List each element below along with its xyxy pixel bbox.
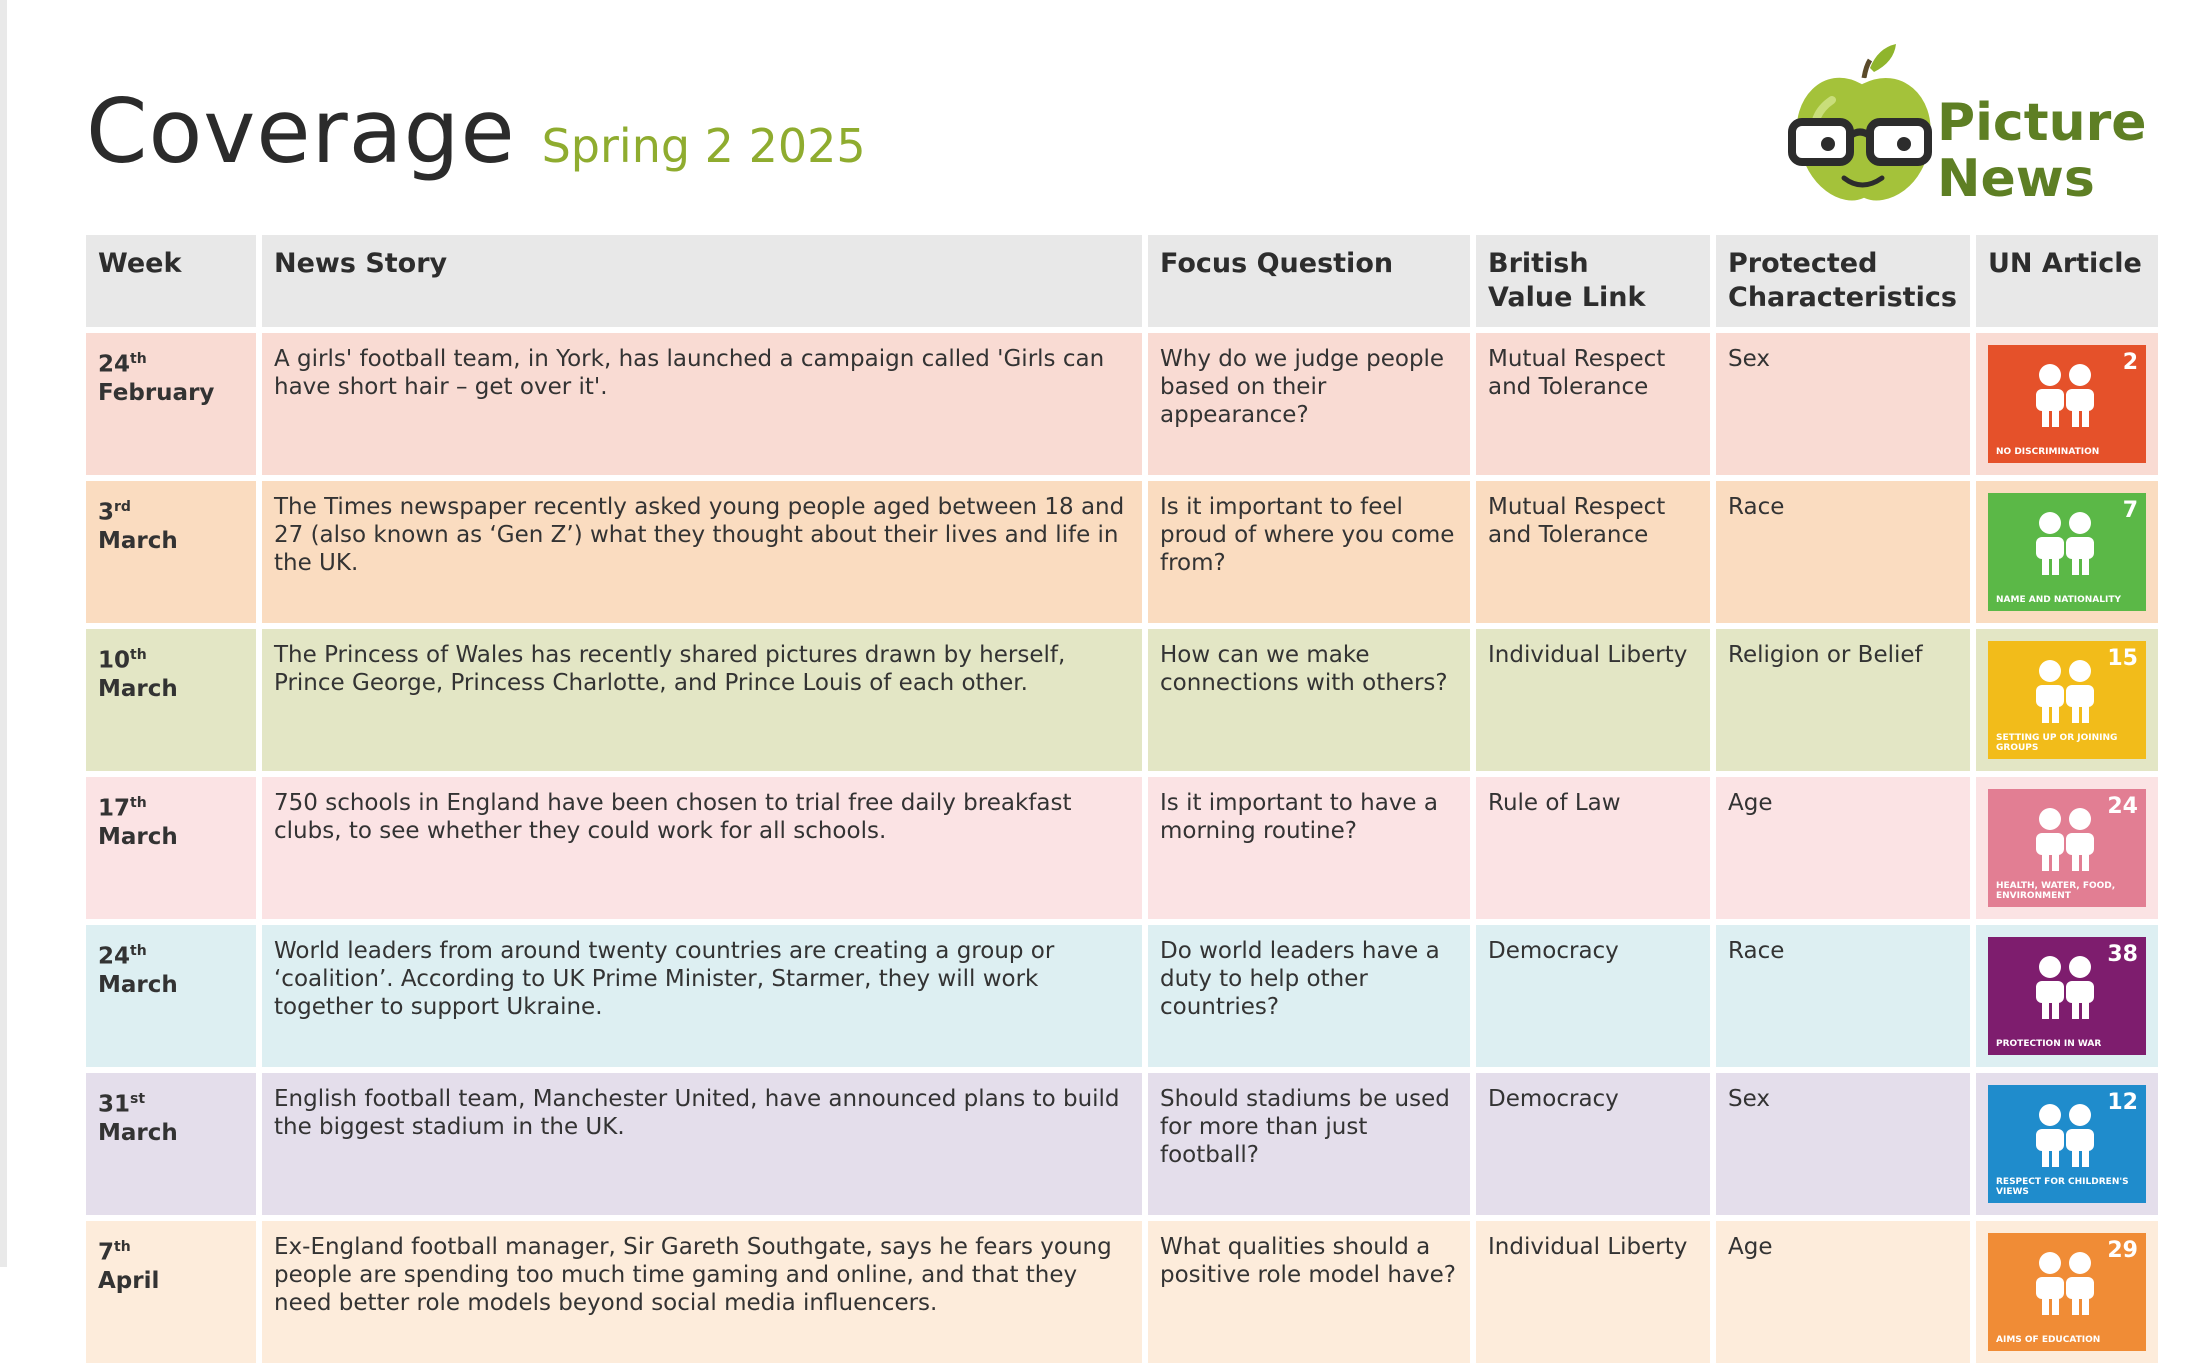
week-day: 31: [98, 1091, 131, 1118]
week-cell: [86, 1073, 256, 1215]
focus-question-text: What qualities should a positive role model have?: [1160, 1234, 1456, 1288]
un-article-label: AIMS OF EDUCATION: [1996, 1335, 2101, 1345]
news-story-cell: [262, 481, 1142, 623]
page-header: [86, 80, 866, 183]
un-article-icon: [1988, 1233, 2146, 1351]
focus-question-cell: [1148, 777, 1470, 919]
header-british-value-line2: Value Link: [1488, 282, 1646, 313]
table-row: [86, 629, 2158, 771]
protected-characteristic-cell: [1716, 1073, 1970, 1215]
focus-question-text: Should stadiums be used for more than just football?: [1160, 1086, 1450, 1168]
news-story-cell: [262, 629, 1142, 771]
un-article-cell: [1976, 1073, 2158, 1215]
un-article-label: SETTING UP OR JOINING GROUPS: [1996, 733, 2118, 753]
week-month: March: [98, 823, 178, 850]
british-value-text: Rule of Law: [1488, 790, 1621, 816]
un-article-cell: [1976, 481, 2158, 623]
week-day: 24: [98, 351, 131, 378]
week-day-suffix: th: [130, 647, 147, 663]
un-article-number: 15: [2107, 646, 2138, 671]
week-cell: [86, 481, 256, 623]
focus-question-text: Why do we judge people based on their appearance?: [1160, 346, 1445, 428]
week-day-suffix: th: [130, 943, 147, 959]
week-cell: [86, 777, 256, 919]
focus-question-text: Is it important to feel proud of where you come from?: [1160, 494, 1455, 576]
week-month: March: [98, 527, 178, 554]
week-day: 10: [98, 647, 131, 674]
focus-question-text: How can we make connections with others?: [1160, 642, 1448, 696]
header-un-article: UN Article: [1976, 235, 2158, 327]
protected-characteristic-text: Race: [1728, 494, 1785, 520]
header-british-value-line1: British: [1488, 248, 1589, 279]
week-day-suffix: th: [114, 1239, 131, 1255]
un-article-icon: [1988, 493, 2146, 611]
week-day: 7: [98, 1239, 115, 1266]
un-article-number: 12: [2107, 1090, 2138, 1115]
news-story-cell: [262, 1073, 1142, 1215]
un-article-label: NAME AND NATIONALITY: [1996, 595, 2122, 605]
week-month: February: [98, 379, 215, 406]
british-value-cell: [1476, 333, 1710, 475]
un-article-label: NO DISCRIMINATION: [1996, 447, 2100, 457]
week-month: April: [98, 1267, 160, 1294]
news-story-cell: [262, 925, 1142, 1067]
un-article-label: PROTECTION IN WAR: [1996, 1039, 2102, 1049]
un-article-number: 24: [2107, 794, 2138, 819]
focus-question-text: Is it important to have a morning routine?: [1160, 790, 1438, 844]
un-article-number: 2: [2122, 350, 2138, 375]
british-value-text: Mutual Respect and Tolerance: [1488, 346, 1666, 400]
british-value-text: Mutual Respect and Tolerance: [1488, 494, 1666, 548]
news-story-text: The Times newspaper recently asked young people aged between 18 and 27 (also known as ‘Gen Z’) what they thought about their lives and life in the UK.: [274, 494, 1125, 576]
un-article-cell: [1976, 629, 2158, 771]
un-article-cell: [1976, 1221, 2158, 1363]
table-row: [86, 1073, 2158, 1215]
un-article-number: 38: [2107, 942, 2138, 967]
protected-characteristic-text: Sex: [1728, 1086, 1770, 1112]
header-protected: [1716, 235, 1970, 327]
protected-characteristic-text: Sex: [1728, 346, 1770, 372]
british-value-cell: [1476, 1073, 1710, 1215]
focus-question-cell: [1148, 925, 1470, 1067]
header-news-story: News Story: [262, 235, 1142, 327]
week-cell: [86, 333, 256, 475]
focus-question-cell: [1148, 333, 1470, 475]
protected-characteristic-cell: [1716, 1221, 1970, 1363]
un-article-icon: [1988, 641, 2146, 759]
focus-question-cell: [1148, 1221, 1470, 1363]
news-story-text: 750 schools in England have been chosen to trial free daily breakfast clubs, to see whether they could work for all schools.: [274, 790, 1072, 844]
page-title: Coverage: [86, 80, 516, 183]
week-day: 24: [98, 943, 131, 970]
un-article-cell: [1976, 333, 2158, 475]
un-article-cell: [1976, 777, 2158, 919]
brand-logo-text: [1937, 95, 2147, 207]
week-day-suffix: st: [130, 1091, 146, 1107]
week-month: March: [98, 1119, 178, 1146]
un-article-number: 7: [2122, 498, 2138, 523]
un-article-number: 29: [2107, 1238, 2138, 1263]
protected-characteristic-cell: [1716, 629, 1970, 771]
british-value-cell: [1476, 629, 1710, 771]
coverage-table: [80, 229, 2164, 1369]
week-month: March: [98, 675, 178, 702]
un-article-cell: [1976, 925, 2158, 1067]
news-story-cell: [262, 777, 1142, 919]
week-day-suffix: th: [130, 351, 147, 367]
focus-question-text: Do world leaders have a duty to help other countries?: [1160, 938, 1440, 1020]
un-article-icon: [1988, 1085, 2146, 1203]
table-row: [86, 333, 2158, 475]
header-week: Week: [86, 235, 256, 327]
protected-characteristic-cell: [1716, 925, 1970, 1067]
page-edge: [0, 0, 7, 1267]
header-protected-line1: Protected: [1728, 248, 1878, 279]
protected-characteristic-text: Race: [1728, 938, 1785, 964]
news-story-text: The Princess of Wales has recently shared pictures drawn by herself, Prince George, Princess Charlotte, and Prince Louis of each other.: [274, 642, 1066, 696]
news-story-cell: [262, 1221, 1142, 1363]
focus-question-cell: [1148, 629, 1470, 771]
news-story-text: Ex-England football manager, Sir Gareth Southgate, says he fears young people are spending too much time gaming and online, and that they need better role models beyond social media influencers.: [274, 1234, 1112, 1316]
week-month: March: [98, 971, 178, 998]
protected-characteristic-cell: [1716, 333, 1970, 475]
news-story-text: World leaders from around twenty countries are creating a group or ‘coalition’. According to UK Prime Minister, Starmer, they will work together to support Ukraine.: [274, 938, 1055, 1020]
focus-question-cell: [1148, 1073, 1470, 1215]
protected-characteristic-cell: [1716, 481, 1970, 623]
week-day-suffix: th: [130, 795, 147, 811]
news-story-text: A girls' football team, in York, has launched a campaign called 'Girls can have short hair – get over it'.: [274, 346, 1105, 400]
protected-characteristic-text: Age: [1728, 1234, 1773, 1260]
un-article-icon: [1988, 789, 2146, 907]
week-day-suffix: rd: [114, 499, 131, 515]
un-article-label: RESPECT FOR CHILDREN'S VIEWS: [1996, 1177, 2129, 1197]
focus-question-cell: [1148, 481, 1470, 623]
week-cell: [86, 1221, 256, 1363]
british-value-cell: [1476, 481, 1710, 623]
protected-characteristic-cell: [1716, 777, 1970, 919]
week-cell: [86, 925, 256, 1067]
un-article-icon: [1988, 345, 2146, 463]
british-value-cell: [1476, 777, 1710, 919]
un-article-icon: [1988, 937, 2146, 1055]
table-row: [86, 925, 2158, 1067]
table-row: [86, 481, 2158, 623]
header-protected-line2: Characteristics: [1728, 282, 1957, 313]
brand-line-2: News: [1937, 149, 2095, 209]
british-value-text: Democracy: [1488, 1086, 1619, 1112]
table-header-row: [86, 235, 2158, 327]
page-subtitle: Spring 2 2025: [541, 119, 866, 173]
british-value-text: Democracy: [1488, 938, 1619, 964]
un-article-label: HEALTH, WATER, FOOD, ENVIRONMENT: [1996, 881, 2116, 901]
header-british-value: [1476, 235, 1710, 327]
protected-characteristic-text: Age: [1728, 790, 1773, 816]
british-value-cell: [1476, 925, 1710, 1067]
british-value-text: Individual Liberty: [1488, 642, 1688, 668]
table-row: [86, 777, 2158, 919]
brand-line-1: Picture: [1937, 93, 2147, 153]
news-story-cell: [262, 333, 1142, 475]
week-cell: [86, 629, 256, 771]
table-row: [86, 1221, 2158, 1363]
week-day: 17: [98, 795, 131, 822]
british-value-cell: [1476, 1221, 1710, 1363]
week-day: 3: [98, 499, 115, 526]
header-focus-question: Focus Question: [1148, 235, 1470, 327]
british-value-text: Individual Liberty: [1488, 1234, 1688, 1260]
news-story-text: English football team, Manchester United, have announced plans to build the biggest stadium in the UK.: [274, 1086, 1120, 1140]
protected-characteristic-text: Religion or Belief: [1728, 642, 1923, 668]
